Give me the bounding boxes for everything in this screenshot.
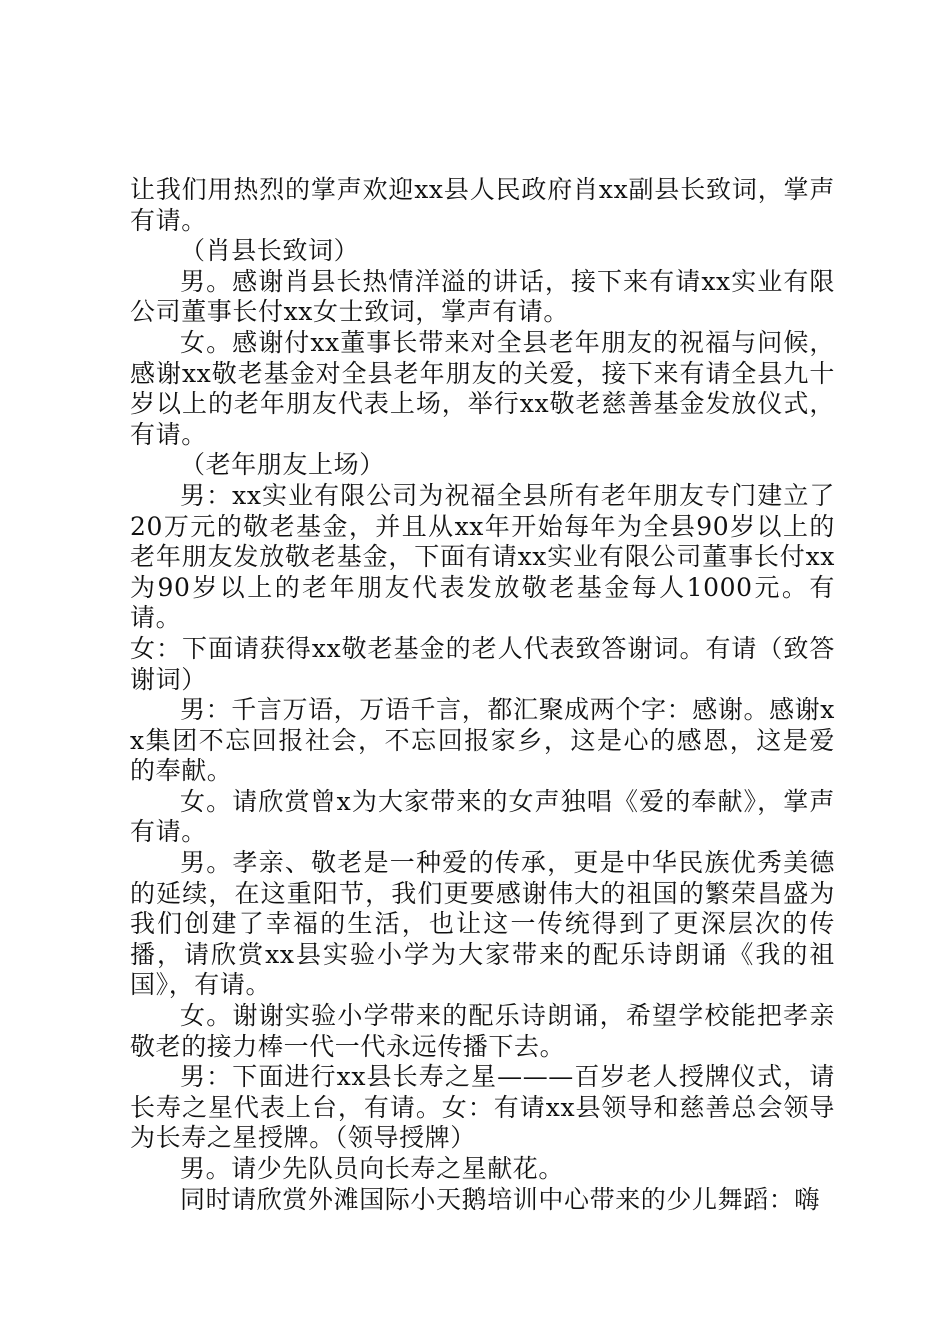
paragraph-12: 男：下面进行xx县长寿之星———百岁老人授牌仪式，请长寿之星代表上台，有请。女：有请xx县领导和慈善总会领导为长寿之星授牌。（领导授牌） [130,1062,835,1153]
paragraph-13: 男。请少先队员向长寿之星献花。 [180,1154,565,1183]
paragraph-8: 男：千言万语，万语千言，都汇聚成两个字：感谢。感谢xx集团不忘回报社会，不忘回报家乡，这是心的感恩，这是爱的奉献。 [130,695,835,786]
paragraph-2: （肖县长致词） [180,236,360,266]
paragraph-4: 女。感谢付xx董事长带来对全县老年朋友的祝福与问候，感谢xx敬老基金对全县老年朋友的关爱，接下来有请全县九十岁以上的老年朋友代表上场，举行xx敬老慈善基金发放仪式，有请。 [130,327,835,449]
paragraph-1: 让我们用热烈的掌声欢迎xx县人民政府肖xx副县长致词，掌声有请。 [130,175,835,235]
document-body [130,175,835,1215]
paragraph-10: 男。孝亲、敬老是一种爱的传承，更是中华民族优秀美德的延续，在这重阳节，我们更要感谢伟大的祖国的繁荣昌盛为我们创建了幸福的生活，也让这一传统得到了更深层次的传播，请欣赏xx县实验小学为大家带来的配乐诗朗诵《我的祖国》，有请。 [130,848,835,1000]
paragraph-5: （老年朋友上场） [180,450,385,480]
paragraph-6: 男：xx实业有限公司为祝福全县所有老年朋友专门建立了20万元的敬老基金，并且从xx年开始每年为全县90岁以上的老年朋友发放敬老基金，下面有请xx实业有限公司董事长付xx为90岁以上的老年朋友代表发放敬老基金每人1000元。有请。 [130,480,835,633]
paragraph-7: 女：下面请获得xx敬老基金的老人代表致答谢词。有请（致答谢词） [130,633,835,694]
paragraph-3: 男。感谢肖县长热情洋溢的讲话，接下来有请xx实业有限公司董事长付xx女士致词，掌声有请。 [130,266,835,327]
paragraph-11: 女。谢谢实验小学带来的配乐诗朗诵，希望学校能把孝亲敬老的接力棒一代一代永远传播下去。 [130,1001,835,1061]
paragraph-14: 同时请欣赏外滩国际小天鹅培训中心带来的少儿舞蹈：嗨 [180,1184,821,1214]
paragraph-9: 女。请欣赏曾x为大家带来的女声独唱《爱的奉献》，掌声有请。 [130,786,835,847]
